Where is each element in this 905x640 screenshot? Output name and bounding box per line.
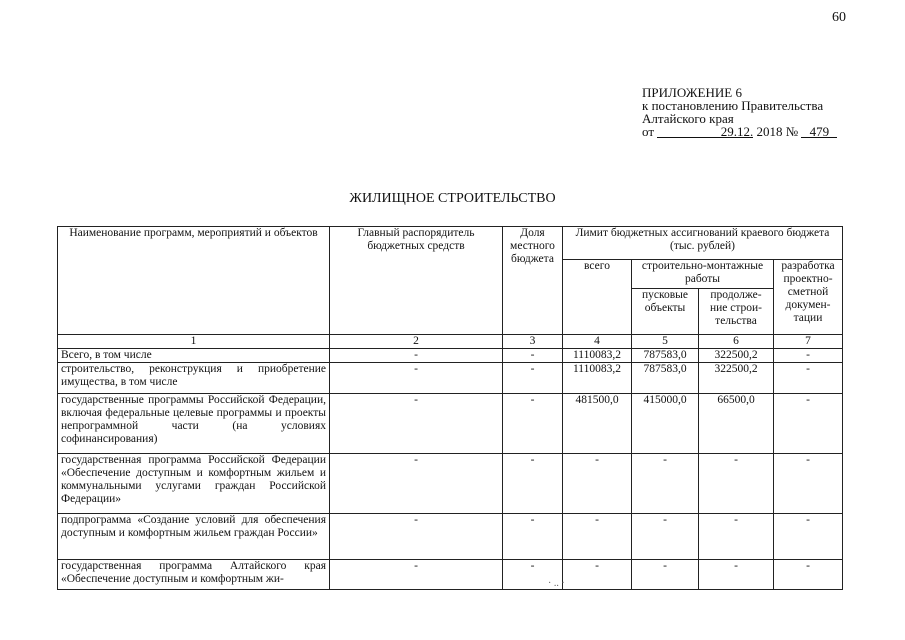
row-total: -	[563, 514, 632, 560]
row-launch: -	[632, 514, 699, 560]
row-name: государственная программа Алтайского края «Обеспечение доступным и комфортным жи-	[58, 560, 330, 590]
row-distributor: -	[330, 560, 503, 590]
appendix-date-line	[642, 125, 837, 138]
column-number: 6	[699, 335, 774, 349]
row-continuing: 322500,2	[699, 363, 774, 394]
header-share: Доля местного бюджета	[503, 227, 563, 335]
table-row	[58, 560, 843, 590]
row-launch: 415000,0	[632, 394, 699, 454]
row-continuing: -	[699, 560, 774, 590]
row-share: -	[503, 363, 563, 394]
row-distributor: -	[330, 363, 503, 394]
row-continuing: -	[699, 454, 774, 514]
row-share: -	[503, 560, 563, 590]
row-launch: 787583,0	[632, 349, 699, 363]
header-limit: Лимит бюджетных ассигнований краевого бюджета (тыс. рублей)	[563, 227, 843, 260]
row-launch: 787583,0	[632, 363, 699, 394]
header-launch: пусковые объекты	[632, 289, 699, 335]
row-share: -	[503, 514, 563, 560]
row-design: -	[774, 560, 843, 590]
row-distributor: -	[330, 394, 503, 454]
page-number: 60	[832, 10, 846, 25]
row-name: государственная программа Российской Федерации «Обеспечение доступным и комфортным жильем и коммунальными услугами граждан Российской Федерации»	[58, 454, 330, 514]
row-total: -	[563, 454, 632, 514]
header-construction: строительно-монтажные работы	[632, 260, 774, 289]
appendix-region-line: Алтайского края	[642, 111, 734, 126]
column-number: 3	[503, 335, 563, 349]
scan-marks: · .. ·	[548, 578, 565, 589]
row-total: 1110083,2	[563, 363, 632, 394]
row-name: строительство, реконструкция и приобретение имущества, в том числе	[58, 363, 330, 394]
row-continuing: 322500,2	[699, 349, 774, 363]
column-number: 1	[58, 335, 330, 349]
row-design: -	[774, 349, 843, 363]
budget-table	[57, 226, 843, 590]
row-name: подпрограмма «Создание условий для обеспечения доступным и комфортным жильем граждан России»	[58, 514, 330, 560]
appendix-block	[642, 86, 837, 138]
row-launch: -	[632, 560, 699, 590]
appendix-decree-line: к постановлению Правительства	[642, 98, 824, 113]
header-name: Наименование программ, мероприятий и объектов	[58, 227, 330, 335]
column-number: 2	[330, 335, 503, 349]
document-title: ЖИЛИЩНОЕ СТРОИТЕЛЬСТВО	[349, 191, 556, 206]
appendix-title: ПРИЛОЖЕНИЕ 6	[642, 85, 742, 100]
column-number-row	[58, 335, 843, 349]
table-row	[58, 363, 843, 394]
row-continuing: 66500,0	[699, 394, 774, 454]
row-design: -	[774, 394, 843, 454]
row-design: -	[774, 514, 843, 560]
row-share: -	[503, 394, 563, 454]
table-row	[58, 454, 843, 514]
row-distributor: -	[330, 454, 503, 514]
decree-date: 29.12.	[657, 126, 753, 138]
row-share: -	[503, 349, 563, 363]
row-launch: -	[632, 454, 699, 514]
row-design: -	[774, 454, 843, 514]
row-share: -	[503, 454, 563, 514]
table-row	[58, 514, 843, 560]
row-total: 1110083,2	[563, 349, 632, 363]
header-continuing: продолже-ние строи-тельства	[699, 289, 774, 335]
header-distributor: Главный распорядитель бюджетных средств	[330, 227, 503, 335]
column-number: 7	[774, 335, 843, 349]
row-distributor: -	[330, 349, 503, 363]
decree-number: 479	[801, 126, 837, 138]
decree-year: 2018 №	[756, 124, 799, 139]
row-design: -	[774, 363, 843, 394]
table-row	[58, 394, 843, 454]
header-total: всего	[563, 260, 632, 335]
row-distributor: -	[330, 514, 503, 560]
row-continuing: -	[699, 514, 774, 560]
column-number: 5	[632, 335, 699, 349]
row-name: государственные программы Российской Федерации, включая федеральные целевые программы и проекты непрограммной части (на условиях софинансирования)	[58, 394, 330, 454]
row-total: 481500,0	[563, 394, 632, 454]
table-row	[58, 349, 843, 363]
row-total: -	[563, 560, 632, 590]
row-name: Всего, в том числе	[58, 349, 330, 363]
column-number: 4	[563, 335, 632, 349]
header-design: разработка проектно-сметной докумен-тации	[774, 260, 843, 335]
from-label: от	[642, 124, 655, 139]
